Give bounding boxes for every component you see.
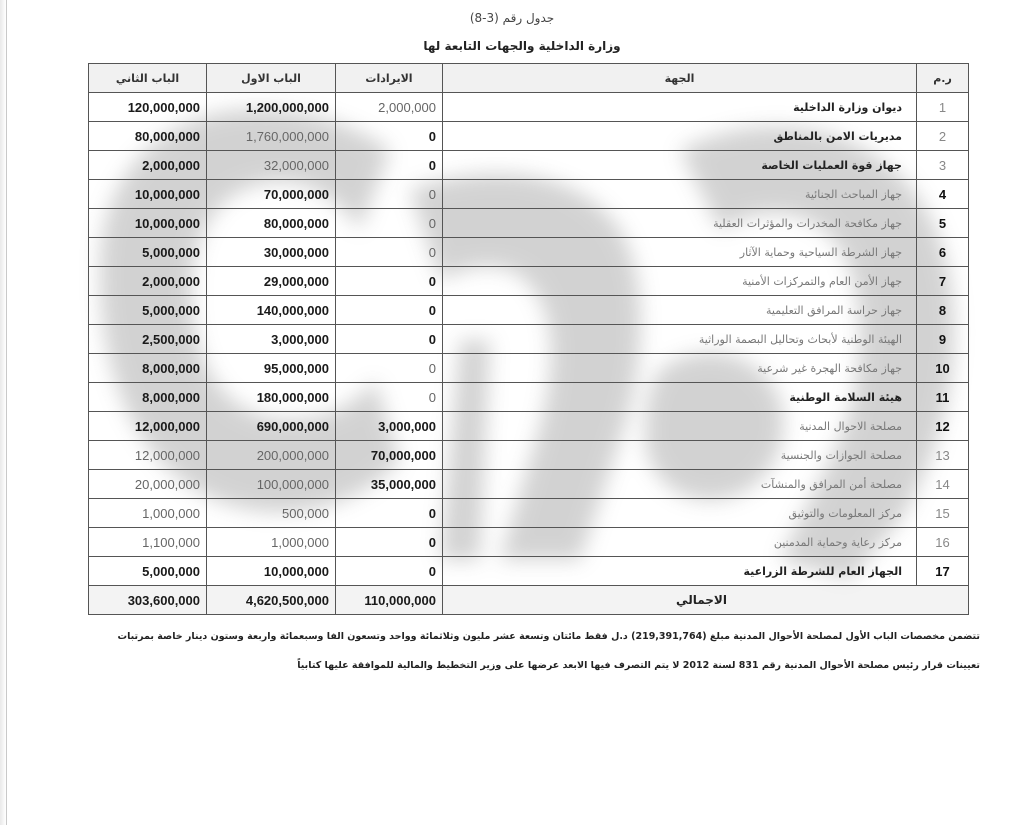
cell-iradat: 0 [336, 180, 443, 209]
cell-rm: 10 [917, 354, 969, 383]
cell-jiha: جهاز المباحث الجنائية [443, 180, 917, 209]
cell-iradat: 0 [336, 122, 443, 151]
table-row [89, 238, 969, 267]
cell-rm: 7 [917, 267, 969, 296]
cell-bab-thani: 2,000,000 [89, 151, 207, 180]
total-iradat: 110,000,000 [336, 586, 443, 615]
cell-rm: 8 [917, 296, 969, 325]
budget-table [88, 63, 969, 615]
cell-bab-thani: 8,000,000 [89, 383, 207, 412]
table-title: وزارة الداخلية والجهات التابعة لها [423, 39, 621, 53]
cell-jiha: جهاز الأمن العام والتمركزات الأمنية [443, 267, 917, 296]
cell-jiha: مصلحة أمن المرافق والمنشآت [443, 470, 917, 499]
header-rm: ر.م [917, 64, 969, 93]
cell-iradat: 3,000,000 [336, 412, 443, 441]
table-row [89, 180, 969, 209]
cell-rm: 11 [917, 383, 969, 412]
table-row [89, 296, 969, 325]
cell-rm: 13 [917, 441, 969, 470]
header-bab-thani: الباب الثاني [89, 64, 207, 93]
cell-iradat: 0 [336, 209, 443, 238]
cell-bab-awal: 29,000,000 [207, 267, 336, 296]
cell-jiha: ديوان وزارة الداخلية [443, 93, 917, 122]
cell-rm: 3 [917, 151, 969, 180]
cell-bab-thani: 5,000,000 [89, 238, 207, 267]
total-label: الاجمالي [443, 586, 969, 615]
cell-bab-thani: 20,000,000 [89, 470, 207, 499]
cell-bab-awal: 32,000,000 [207, 151, 336, 180]
cell-rm: 6 [917, 238, 969, 267]
cell-iradat: 0 [336, 151, 443, 180]
total-bab-awal: 4,620,500,000 [207, 586, 336, 615]
cell-bab-thani: 2,500,000 [89, 325, 207, 354]
cell-bab-awal: 100,000,000 [207, 470, 336, 499]
cell-rm: 4 [917, 180, 969, 209]
cell-bab-awal: 200,000,000 [207, 441, 336, 470]
cell-rm: 1 [917, 93, 969, 122]
cell-bab-awal: 1,000,000 [207, 528, 336, 557]
cell-rm: 16 [917, 528, 969, 557]
cell-jiha: مركز المعلومات والتوثيق [443, 499, 917, 528]
cell-iradat: 35,000,000 [336, 470, 443, 499]
table-row [89, 209, 969, 238]
table-header-row [89, 64, 969, 93]
cell-bab-thani: 1,000,000 [89, 499, 207, 528]
table-row [89, 441, 969, 470]
cell-rm: 5 [917, 209, 969, 238]
cell-bab-thani: 12,000,000 [89, 412, 207, 441]
cell-jiha: جهاز مكافحة الهجرة غير شرعية [443, 354, 917, 383]
cell-bab-awal: 10,000,000 [207, 557, 336, 586]
cell-bab-thani: 2,000,000 [89, 267, 207, 296]
cell-rm: 14 [917, 470, 969, 499]
cell-bab-thani: 80,000,000 [89, 122, 207, 151]
table-row [89, 412, 969, 441]
cell-bab-thani: 10,000,000 [89, 209, 207, 238]
table-row [89, 557, 969, 586]
cell-jiha: مركز رعاية وحماية المدمنين [443, 528, 917, 557]
cell-iradat: 70,000,000 [336, 441, 443, 470]
cell-rm: 9 [917, 325, 969, 354]
cell-bab-awal: 140,000,000 [207, 296, 336, 325]
cell-bab-thani: 8,000,000 [89, 354, 207, 383]
table-row [89, 325, 969, 354]
cell-iradat: 2,000,000 [336, 93, 443, 122]
cell-iradat: 0 [336, 383, 443, 412]
cell-rm: 2 [917, 122, 969, 151]
table-row [89, 383, 969, 412]
cell-bab-awal: 180,000,000 [207, 383, 336, 412]
cell-iradat: 0 [336, 557, 443, 586]
cell-bab-thani: 10,000,000 [89, 180, 207, 209]
cell-iradat: 0 [336, 354, 443, 383]
total-bab-thani: 303,600,000 [89, 586, 207, 615]
table-row [89, 122, 969, 151]
cell-jiha: جهاز قوة العمليات الخاصة [443, 151, 917, 180]
cell-bab-awal: 95,000,000 [207, 354, 336, 383]
cell-jiha: جهاز مكافحة المخدرات والمؤثرات العقلية [443, 209, 917, 238]
cell-bab-awal: 500,000 [207, 499, 336, 528]
header-iradat: الايرادات [336, 64, 443, 93]
cell-jiha: الجهاز العام للشرطة الزراعية [443, 557, 917, 586]
header-bab-awal: الباب الاول [207, 64, 336, 93]
table-caption: جدول رقم (3-8) [469, 11, 555, 25]
table-row [89, 470, 969, 499]
table-row [89, 151, 969, 180]
cell-bab-thani: 12,000,000 [89, 441, 207, 470]
cell-jiha: جهاز الشرطة السياحية وحماية الآثار [443, 238, 917, 267]
cell-bab-thani: 5,000,000 [89, 557, 207, 586]
cell-bab-awal: 1,200,000,000 [207, 93, 336, 122]
table-row [89, 93, 969, 122]
cell-bab-awal: 70,000,000 [207, 180, 336, 209]
cell-rm: 12 [917, 412, 969, 441]
cell-bab-awal: 3,000,000 [207, 325, 336, 354]
cell-jiha: الهيئة الوطنية لأبحاث وتحاليل البصمة الوراثية [443, 325, 917, 354]
cell-jiha: هيئة السلامة الوطنية [443, 383, 917, 412]
cell-bab-awal: 80,000,000 [207, 209, 336, 238]
cell-bab-awal: 30,000,000 [207, 238, 336, 267]
cell-iradat: 0 [336, 499, 443, 528]
cell-bab-awal: 690,000,000 [207, 412, 336, 441]
cell-iradat: 0 [336, 267, 443, 296]
total-row [89, 586, 969, 615]
cell-iradat: 0 [336, 325, 443, 354]
cell-rm: 15 [917, 499, 969, 528]
cell-iradat: 0 [336, 296, 443, 325]
cell-jiha: جهاز حراسة المرافق التعليمية [443, 296, 917, 325]
cell-iradat: 0 [336, 528, 443, 557]
footnote-1: تتضمن مخصصات الباب الأول لمصلحة الأحوال المدنية مبلغ (219,391,764) د.ل فقط مائتان وتسعة عشر مليون وثلاثمائة وواحد وتسعون الفا وسبعمائة واربعة وستون دينار خاصة بمرتبات [117, 631, 980, 642]
cell-jiha: مصلحة الاحوال المدنية [443, 412, 917, 441]
cell-bab-awal: 1,760,000,000 [207, 122, 336, 151]
table-row [89, 354, 969, 383]
header-jiha: الجهة [443, 64, 917, 93]
cell-rm: 17 [917, 557, 969, 586]
footnote-2: تعيينات قرار رئيس مصلحة الأحوال المدنية رقم 831 لسنة 2012 لا يتم التصرف فيها الابعد عرضها على وزير التخطيط والمالية للموافقة عليها كتابياً [297, 660, 980, 671]
cell-bab-thani: 5,000,000 [89, 296, 207, 325]
document-edge-line [6, 0, 7, 825]
cell-iradat: 0 [336, 238, 443, 267]
cell-jiha: مصلحة الجوازات والجنسية [443, 441, 917, 470]
cell-jiha: مديريات الامن بالمناطق [443, 122, 917, 151]
table-row [89, 528, 969, 557]
table-row [89, 267, 969, 296]
cell-bab-thani: 120,000,000 [89, 93, 207, 122]
table-row [89, 499, 969, 528]
cell-bab-thani: 1,100,000 [89, 528, 207, 557]
